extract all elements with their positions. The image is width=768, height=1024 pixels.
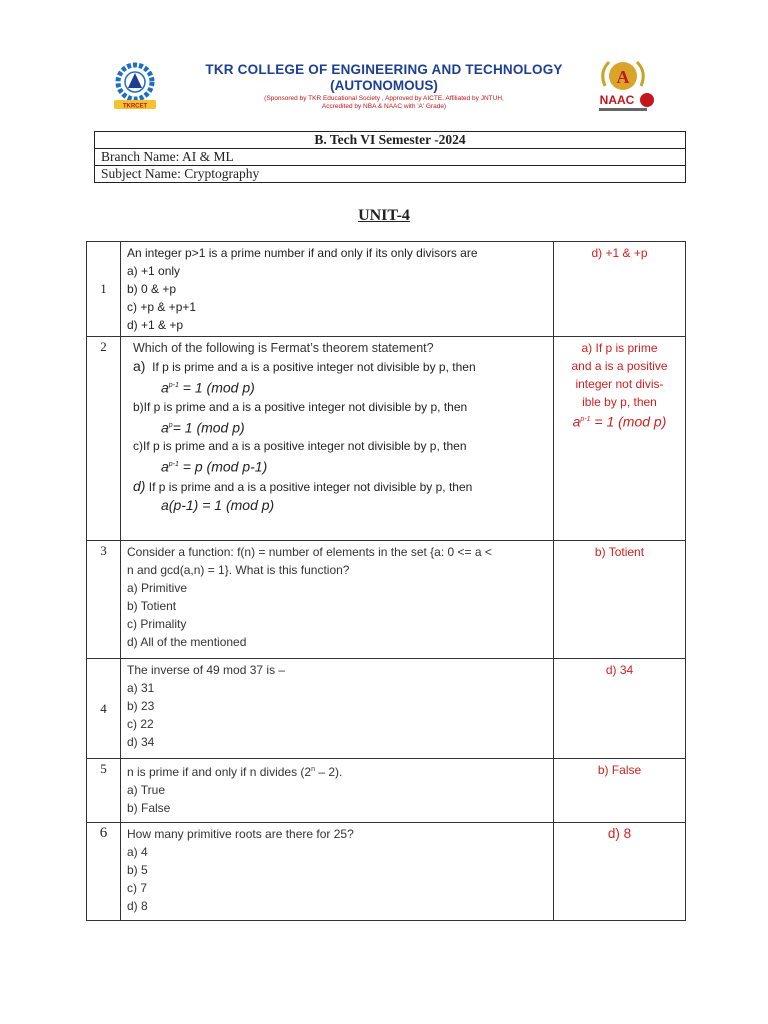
answer-cell: b) Totient	[554, 541, 686, 659]
option-d: d) All of the mentioned	[127, 635, 247, 649]
option-b: b) 5	[127, 863, 148, 877]
question-cell	[121, 823, 554, 921]
table-row	[87, 242, 686, 337]
option-a: a) True	[127, 783, 166, 797]
option-c: c) 22	[127, 717, 154, 731]
option-a: a) Primitive	[127, 581, 188, 595]
option-a: a) +1 only	[127, 264, 181, 278]
question-text: How many primitive roots are there for 25?	[127, 827, 354, 841]
option-b: b) False	[127, 801, 171, 815]
option-c: c) +p & +p+1	[127, 300, 197, 314]
svg-text:TKRCET: TKRCET	[122, 103, 148, 110]
table-row	[87, 541, 686, 659]
option-b: b) 23	[127, 699, 155, 713]
option-d: d) 34	[127, 735, 155, 749]
question-number: 1	[87, 242, 121, 337]
question-text: Which of the following is Fermat’s theorem statement?	[133, 341, 434, 355]
college-autonomous: (AUTONOMOUS)	[330, 78, 438, 93]
table-row	[87, 337, 686, 541]
answer-cell: a) If p is prime and a is a positive integer not divis- ible by p, then $a^{p-1} = 1$ (mod p)	[554, 337, 686, 541]
branch-name: Branch Name: AI & ML	[95, 149, 686, 166]
answer-cell: d) 34	[554, 659, 686, 759]
answer-cell: d) 8	[554, 823, 686, 921]
option-b: b)If p is prime and a is a positive integer not divisible by p, then	[133, 399, 468, 414]
svg-text:NAAC: NAAC	[599, 93, 635, 107]
table-row	[87, 659, 686, 759]
question-cell	[121, 541, 554, 659]
option-d: d) 8	[127, 899, 148, 913]
option-d-formula: a(p-1) = 1 (mod p)	[161, 496, 275, 513]
subject-name: Subject Name: Cryptography	[95, 166, 686, 183]
question-cell	[121, 242, 554, 337]
college-logo-icon	[110, 60, 160, 116]
option-c-formula: $a^{p-1} = p$ (mod p-1)	[161, 458, 268, 475]
question-cell	[121, 659, 554, 759]
answer-cell: d) +1 & +p	[554, 242, 686, 337]
college-name: TKR COLLEGE OF ENGINEERING AND TECHNOLOGY	[205, 62, 563, 77]
table-row	[87, 759, 686, 823]
semester-label: B. Tech VI Semester -2024	[95, 132, 686, 149]
course-info-table	[94, 131, 686, 183]
answer-formula: $a^{p-1} = 1$ (mod p)	[572, 413, 667, 430]
college-sponsor-text: (Sponsored by TKR Educational Society , Approved by AICTE, Affiliated by JNTUH, Accredited by NBA & NAAC with 'A' Grade)	[264, 95, 504, 110]
option-c: c) 7	[127, 881, 148, 895]
naac-logo-icon	[595, 58, 667, 116]
option-b-formula: $a^p= 1$ (mod p)	[161, 419, 245, 436]
college-header	[110, 58, 665, 116]
option-d: d) If p is prime and a is a positive integer not divisible by p, then	[133, 477, 473, 494]
option-a: a) 31	[127, 681, 155, 695]
option-d: d) +1 & +p	[127, 318, 184, 332]
question-number: 4	[87, 659, 121, 759]
question-text: An integer p>1 is a prime number if and only if its only divisors are	[127, 246, 478, 260]
svg-text:A: A	[616, 67, 630, 87]
question-number: 6	[87, 823, 121, 921]
option-a-formula: $a^{p-1} = 1$ (mod p)	[161, 379, 255, 396]
option-b: b) Totient	[127, 599, 177, 613]
question-text: The inverse of 49 mod 37 is –	[127, 663, 286, 677]
option-a: a) 4	[127, 845, 148, 859]
question-text-line-1: Consider a function: f(n) = number of elements in the set {a: 0 <= a <	[127, 545, 492, 559]
unit-title: UNIT-4	[358, 207, 410, 224]
option-c: c) Primality	[127, 617, 187, 631]
question-number: 5	[87, 759, 121, 823]
question-cell	[121, 759, 554, 823]
answer-cell: b) False	[554, 759, 686, 823]
option-c: c)If p is prime and a is a positive integer not divisible by p, then	[133, 439, 467, 454]
question-number: 2	[87, 337, 121, 541]
question-cell	[121, 337, 554, 541]
question-number: 3	[87, 541, 121, 659]
table-row	[87, 823, 686, 921]
option-a: a) If p is prime and a is a positive integer not divisible by p, then	[133, 358, 476, 374]
option-b: b) 0 & +p	[127, 282, 177, 296]
question-text-line-2: n and gcd(a,n) = 1}. What is this function?	[127, 563, 350, 577]
question-text: n is prime if and only if n divides (2$^n$ – 2).	[127, 765, 343, 779]
question-table	[86, 241, 686, 921]
